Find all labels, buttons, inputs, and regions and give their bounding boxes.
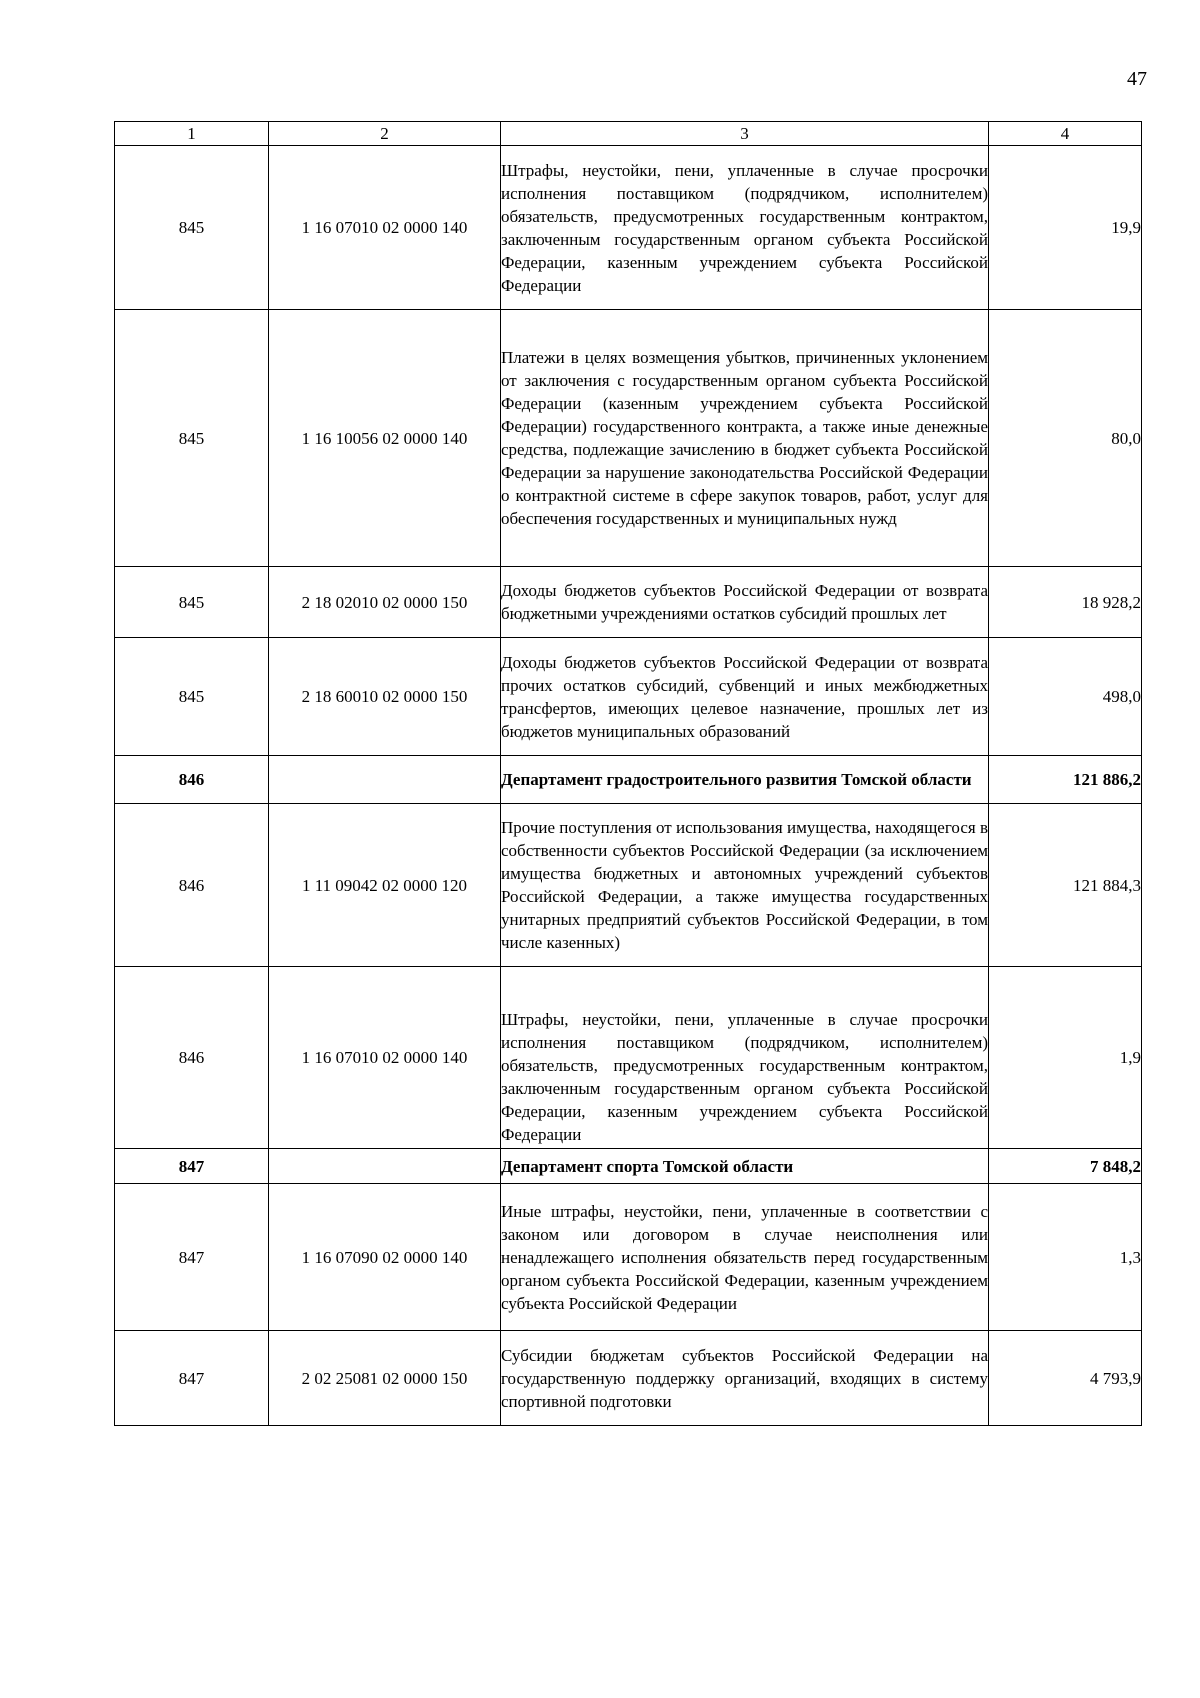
department-total-cell: 7 848,2 xyxy=(989,1149,1142,1184)
table-row xyxy=(115,1184,1142,1331)
budget-code-cell: 1 16 07010 02 0000 140 xyxy=(269,146,501,310)
budget-code-cell: 1 11 09042 02 0000 120 xyxy=(269,804,501,967)
admin-code-cell: 847 xyxy=(115,1149,269,1184)
amount-cell: 19,9 xyxy=(989,146,1142,310)
budget-table xyxy=(114,121,1142,1426)
description-cell: Иные штрафы, неустойки, пени, уплаченные в соответствии с законом или договором в случае неисполнения или ненадлежащего исполнения обязательств перед государственным органом субъекта Российской Федерации, казенным учреждением субъекта Российской Федерации xyxy=(501,1184,989,1331)
description-cell: Штрафы, неустойки, пени, уплаченные в случае просрочки исполнения поставщиком (подрядчиком, исполнителем) обязательств, предусмотренных государственным контрактом, заключенным государственным органом субъекта Российской Федерации, казенным учреждением субъекта Российской Федерации xyxy=(501,146,989,310)
admin-code-cell: 846 xyxy=(115,804,269,967)
admin-code-cell: 847 xyxy=(115,1184,269,1331)
amount-cell: 498,0 xyxy=(989,638,1142,756)
budget-code-cell: 2 18 60010 02 0000 150 xyxy=(269,638,501,756)
department-total-cell: 121 886,2 xyxy=(989,756,1142,804)
table-row xyxy=(115,804,1142,967)
budget-code-cell: 1 16 07090 02 0000 140 xyxy=(269,1184,501,1331)
admin-code-cell: 846 xyxy=(115,967,269,1149)
amount-cell: 1,3 xyxy=(989,1184,1142,1331)
admin-code-cell: 845 xyxy=(115,310,269,567)
department-name-cell: Департамент градостроительного развития Томской области xyxy=(501,756,989,804)
description-cell: Субсидии бюджетам субъектов Российской Федерации на государственную поддержку организаций, входящих в систему спортивной подготовки xyxy=(501,1331,989,1426)
description-cell: Платежи в целях возмещения убытков, причиненных уклонением от заключения с государственным органом субъекта Российской Федерации (казенным учреждением субъекта Российской Федерации) государственного контракта, а также иные денежные средства, подлежащие зачислению в бюджет субъекта Российской Федерации за нарушение законодательства Российской Федерации о контрактной системе в сфере закупок товаров, работ, услуг для обеспечения государственных и муниципальных нужд xyxy=(501,310,989,567)
amount-cell: 18 928,2 xyxy=(989,567,1142,638)
admin-code-cell: 847 xyxy=(115,1331,269,1426)
table-header-row xyxy=(115,122,1142,146)
description-cell: Доходы бюджетов субъектов Российской Федерации от возврата бюджетными учреждениями остатков субсидий прошлых лет xyxy=(501,567,989,638)
admin-code-cell: 845 xyxy=(115,567,269,638)
budget-code-cell: 2 02 25081 02 0000 150 xyxy=(269,1331,501,1426)
admin-code-cell: 845 xyxy=(115,146,269,310)
department-row xyxy=(115,1149,1142,1184)
table-row xyxy=(115,310,1142,567)
page-number: 47 xyxy=(1127,68,1147,90)
department-name-cell: Департамент спорта Томской области xyxy=(501,1149,989,1184)
amount-cell: 4 793,9 xyxy=(989,1331,1142,1426)
header-cell: 1 xyxy=(115,122,269,146)
amount-cell: 80,0 xyxy=(989,310,1142,567)
admin-code-cell: 845 xyxy=(115,638,269,756)
table-row xyxy=(115,567,1142,638)
amount-cell: 121 884,3 xyxy=(989,804,1142,967)
budget-code-cell xyxy=(269,756,501,804)
header-cell: 4 xyxy=(989,122,1142,146)
admin-code-cell: 846 xyxy=(115,756,269,804)
header-cell: 2 xyxy=(269,122,501,146)
table-row xyxy=(115,638,1142,756)
header-cell: 3 xyxy=(501,122,989,146)
budget-code-cell xyxy=(269,1149,501,1184)
description-cell: Штрафы, неустойки, пени, уплаченные в случае просрочки исполнения поставщиком (подрядчиком, исполнителем) обязательств, предусмотренных государственным контрактом, заключенным государственным органом субъекта Российской Федерации, казенным учреждением субъекта Российской Федерации xyxy=(501,967,989,1149)
table-row xyxy=(115,967,1142,1149)
table-row xyxy=(115,146,1142,310)
department-row xyxy=(115,756,1142,804)
budget-code-cell: 1 16 07010 02 0000 140 xyxy=(269,967,501,1149)
budget-code-cell: 1 16 10056 02 0000 140 xyxy=(269,310,501,567)
description-cell: Прочие поступления от использования имущества, находящегося в собственности субъектов Российской Федерации (за исключением имущества бюджетных и автономных учреждений субъектов Российской Федерации, а также имущества государственных унитарных предприятий субъектов Российской Федерации, в том числе казенных) xyxy=(501,804,989,967)
description-cell: Доходы бюджетов субъектов Российской Федерации от возврата прочих остатков субсидий, субвенций и иных межбюджетных трансфертов, имеющих целевое назначение, прошлых лет из бюджетов муниципальных образований xyxy=(501,638,989,756)
budget-code-cell: 2 18 02010 02 0000 150 xyxy=(269,567,501,638)
amount-cell: 1,9 xyxy=(989,967,1142,1149)
table-row xyxy=(115,1331,1142,1426)
